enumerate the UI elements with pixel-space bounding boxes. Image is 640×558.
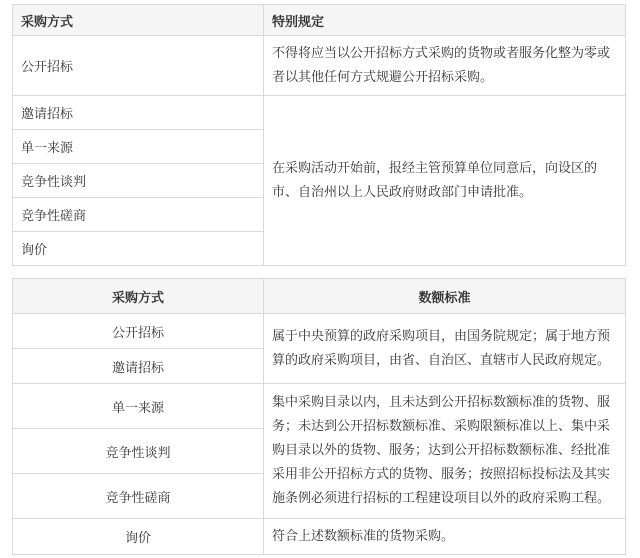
table-row xyxy=(13,384,626,429)
column-header-standard: 数额标准 xyxy=(264,279,626,314)
table-row xyxy=(13,96,626,130)
standard-cell: 属于中央预算的政府采购项目，由国务院规定；属于地方预算的政府采购项目，由省、自治区、直辖市人民政府规定。 xyxy=(264,314,626,384)
method-cell: 询价 xyxy=(13,519,264,555)
method-cell: 公开招标 xyxy=(13,314,264,349)
method-cell: 竞争性磋商 xyxy=(13,198,264,232)
column-header-method: 采购方式 xyxy=(13,5,264,36)
method-cell: 竞争性谈判 xyxy=(13,429,264,474)
standard-cell: 集中采购目录以内，且未达到公开招标数额标准的货物、服务；未达到公开招标数额标准、采购限额标准以上、集中采购目录以外的货物、服务；达到公开招标数额标准、经批准采用非公开招标方式的货物、服务；按照招标投标法及其实施条例必须进行招标的工程建设项目以外的政府采购工程。 xyxy=(264,384,626,519)
amount-standards-table xyxy=(12,278,626,555)
table-header-row xyxy=(13,279,626,314)
table-header-row xyxy=(13,5,626,36)
method-cell: 公开招标 xyxy=(13,36,264,96)
method-cell: 询价 xyxy=(13,232,264,266)
special-rules-table xyxy=(12,4,626,266)
method-cell: 单一来源 xyxy=(13,384,264,429)
method-cell: 邀请招标 xyxy=(13,349,264,384)
method-cell: 单一来源 xyxy=(13,130,264,164)
method-cell: 竞争性谈判 xyxy=(13,164,264,198)
column-header-method: 采购方式 xyxy=(13,279,264,314)
rule-cell: 在采购活动开始前，报经主管预算单位同意后，向设区的市、自治州以上人民政府财政部门申请批准。 xyxy=(264,96,626,266)
table-row xyxy=(13,314,626,349)
standard-cell: 符合上述数额标准的货物采购。 xyxy=(264,519,626,555)
table-row xyxy=(13,519,626,555)
method-cell: 邀请招标 xyxy=(13,96,264,130)
method-cell: 竞争性磋商 xyxy=(13,474,264,519)
column-header-rule: 特别规定 xyxy=(264,5,626,36)
table-row xyxy=(13,36,626,96)
rule-cell: 不得将应当以公开招标方式采购的货物或者服务化整为零或者以其他任何方式规避公开招标采购。 xyxy=(264,36,626,96)
